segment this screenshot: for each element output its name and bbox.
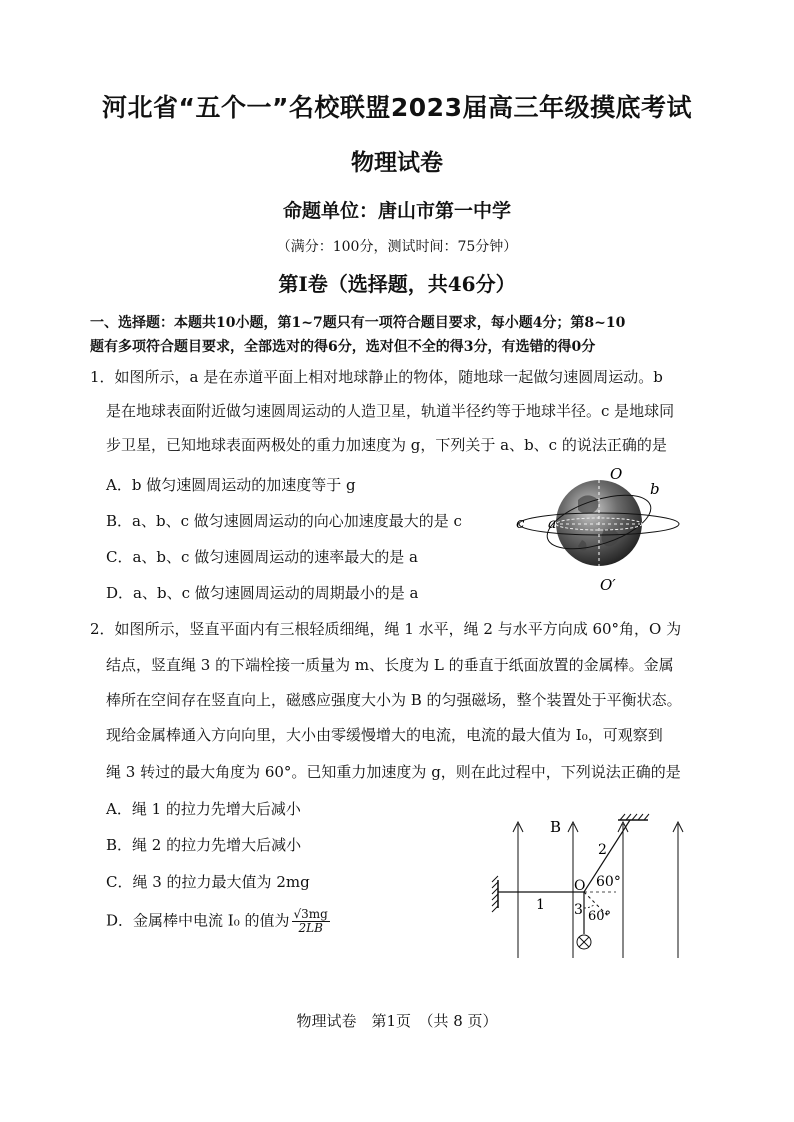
label-angle-2: 60° [588,909,612,924]
label-o: O [610,465,623,483]
q1-option-a: A．b 做匀速圆周运动的加速度等于 g [106,476,356,494]
page-footer: 物理试卷 第1页 （共 8 页） [296,1012,498,1030]
q1-option-d: D．a、b、c 做匀速圆周运动的周期最小的是 a [106,584,419,602]
label-rope-1: 1 [536,897,545,913]
q2-stem-line2: 结点，竖直绳 3 的下端栓接一质量为 m、长度为 L 的垂直于纸面放置的金属棒。金属 [106,656,674,674]
label-angle-1: 60° [596,874,621,890]
label-a: a [548,516,557,532]
q2-option-c: C．绳 3 的拉力最大值为 2mg [106,873,310,891]
q1-earth-figure [500,460,680,595]
label-node-o: O [574,878,586,894]
label-field-b: B [550,818,562,836]
q1-option-c: C．a、b、c 做匀速圆周运动的速率最大的是 a [106,548,418,566]
q2-rope-figure [488,810,688,970]
q2-option-a: A．绳 1 的拉力先增大后减小 [106,800,301,818]
q2-option-d-fraction [292,908,330,935]
q1-stem-line1: 1．如图所示，a 是在赤道平面上相对地球静止的物体，随地球一起做匀速圆周运动。b [90,368,663,386]
q2-stem-line5: 绳 3 转过的最大角度为 60°。已知重力加速度为 g，则在此过程中，下列说法正确的是 [106,763,681,781]
score-info: （满分：100分，测试时间：75分钟） [276,239,518,255]
volume-heading: 第Ⅰ卷（选择题，共46分） [278,272,516,296]
q2-stem-line4: 现给金属棒通入方向向里，大小由零缓慢增大的电流，电流的最大值为 I₀，可观察到 [106,726,663,744]
q1-option-b: B．a、b、c 做匀速圆周运动的向心加速度最大的是 c [106,512,462,530]
q1-stem-line3: 步卫星，已知地球表面两极处的重力加速度为 g，下列关于 a、b、c 的说法正确的是 [106,436,667,454]
fraction-denominator: 2LB [298,921,323,935]
label-c: c [516,514,525,532]
q1-stem-line2: 是在地球表面附近做匀速圆周运动的人造卫星，轨道半径约等于地球半径。c 是地球同 [106,402,675,420]
q2-stem-line1: 2．如图所示，竖直平面内有三根轻质细绳，绳 1 水平，绳 2 与水平方向成 60°角，O 为 [90,620,682,638]
label-rope-2: 2 [598,842,607,858]
q2-stem-line3: 棒所在空间存在竖直向上，磁感应强度大小为 B 的匀强磁场，整个装置处于平衡状态。 [106,691,682,709]
label-rope-3: 3 [574,902,583,918]
q2-option-b: B．绳 2 的拉力先增大后减小 [106,836,302,854]
q2-option-d [106,908,330,935]
exam-title: 河北省“五个一”名校联盟2023届高三年级摸底考试 [102,93,692,122]
label-o-prime: O′ [600,576,616,594]
q2-option-d-text: D．金属棒中电流 I₀ 的值为 [106,911,290,930]
author-unit: 命题单位：唐山市第一中学 [282,200,511,222]
exam-subtitle: 物理试卷 [351,150,443,176]
section-instructions-line1: 一、选择题：本题共10小题，第1~7题只有一项符合题目要求，每小题4分；第8~10 [90,315,626,331]
fraction-numerator: √3mg [293,907,328,921]
label-b: b [650,480,660,498]
section-instructions-line2: 题有多项符合题目要求，全部选对的得6分，选对但不全的得3分，有选错的得0分 [90,339,596,355]
